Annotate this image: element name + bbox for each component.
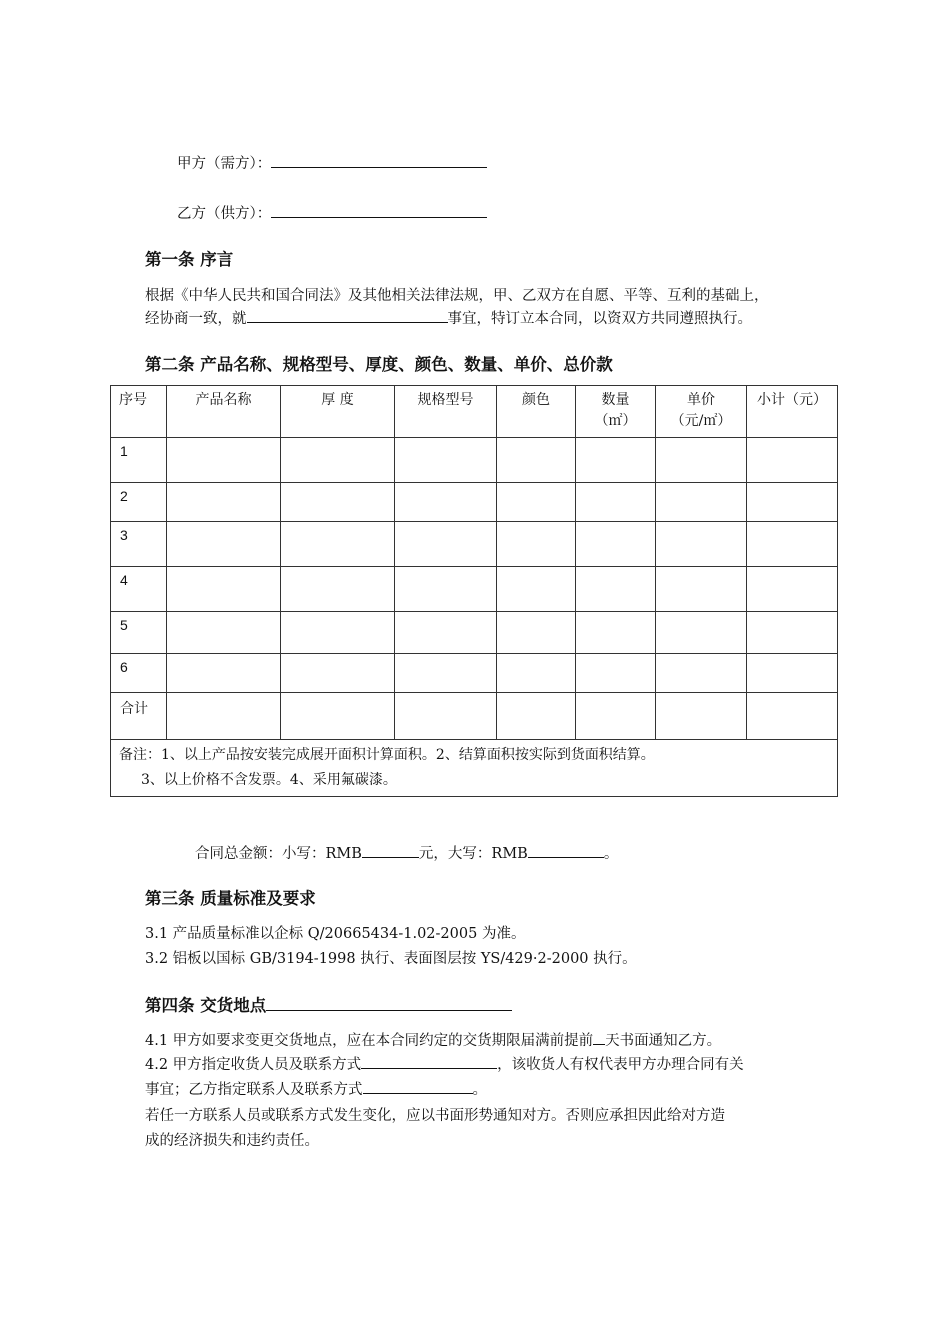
row-total-label: 合计: [111, 693, 167, 740]
total-prefix: 合同总金额：小写：RMB: [195, 846, 362, 862]
cell[interactable]: [281, 483, 395, 522]
article4-para1: 若任一方联系人员或联系方式发生变化，应以书面形势通知对方。否则应承担因此给对方造: [145, 1108, 725, 1124]
row-index: 3: [111, 522, 167, 567]
cell[interactable]: [747, 438, 838, 483]
article4-para2: 成的经济损失和违约责任。: [145, 1133, 319, 1149]
cell[interactable]: [497, 612, 576, 654]
article1-line1: 根据《中华人民共和国合同法》及其他相关法律法规，甲、乙双方在自愿、平等、互利的基础上，: [145, 288, 769, 304]
row-index: 4: [111, 567, 167, 612]
cell[interactable]: [395, 654, 497, 693]
cell[interactable]: [497, 654, 576, 693]
cell[interactable]: [747, 567, 838, 612]
cell[interactable]: [167, 567, 281, 612]
cell[interactable]: [395, 612, 497, 654]
cell[interactable]: [167, 612, 281, 654]
total-suffix: 。: [603, 846, 619, 862]
table-row: [111, 438, 838, 483]
product-table: [110, 385, 838, 797]
table-row: [111, 654, 838, 693]
table-row: [111, 612, 838, 654]
supplier-contact-field[interactable]: [363, 1078, 473, 1094]
cell[interactable]: [497, 567, 576, 612]
cell[interactable]: [167, 522, 281, 567]
article4-item1-prefix: 4.1 甲方如要求变更交货地点，应在本合同约定的交货期限届满前提前: [145, 1033, 594, 1049]
article1-line2-suffix: 事宜，特订立本合同，以资双方共同遵照执行。: [447, 311, 752, 327]
row-index: 5: [111, 612, 167, 654]
cell[interactable]: [656, 612, 747, 654]
cell[interactable]: [497, 438, 576, 483]
article4-item2: [145, 1053, 744, 1074]
cell[interactable]: [281, 693, 395, 740]
cell[interactable]: [576, 522, 656, 567]
article4-item2-line2-suffix: 。: [472, 1082, 487, 1098]
row-index: 1: [111, 438, 167, 483]
party-a-label: 甲方（需方）：: [177, 156, 272, 172]
cell[interactable]: [656, 483, 747, 522]
cell[interactable]: [395, 483, 497, 522]
cell[interactable]: [576, 612, 656, 654]
table-row: [111, 483, 838, 522]
article4-item2-suffix: ，该收货人有权代表甲方办理合同有关: [497, 1057, 744, 1073]
row-index: 6: [111, 654, 167, 693]
cell[interactable]: [747, 612, 838, 654]
delivery-place-field[interactable]: [266, 995, 512, 1011]
table-note-row: [111, 740, 838, 797]
cell[interactable]: [656, 567, 747, 612]
header-quantity: 数量 （㎡）: [576, 386, 656, 438]
cell[interactable]: [656, 654, 747, 693]
cell[interactable]: [497, 483, 576, 522]
cell[interactable]: [576, 567, 656, 612]
header-product-name: 产品名称: [167, 386, 281, 438]
total-mid: 元，大写：RMB: [418, 846, 528, 862]
cell[interactable]: [747, 522, 838, 567]
cell[interactable]: [747, 693, 838, 740]
article1-line2-prefix: 经协商一致，就: [145, 311, 247, 327]
table-header-row: [111, 386, 838, 438]
cell[interactable]: [747, 654, 838, 693]
cell[interactable]: [395, 522, 497, 567]
article3-item1: 3.1 产品质量标准以企标 Q/20665434-1.02-2005 为准。: [145, 926, 526, 942]
article3-item2: 3.2 铝板以国标 GB/3194-1998 执行、表面图层按 YS/429·2-2000 执行。: [145, 951, 637, 967]
cell[interactable]: [395, 438, 497, 483]
article4-title: 第四条 交货地点: [145, 996, 267, 1015]
header-unit-price: 单价 （元/㎡）: [656, 386, 747, 438]
article4-item2-line2: [145, 1078, 487, 1099]
article4-item1: [145, 1029, 721, 1050]
cell[interactable]: [656, 693, 747, 740]
article4-item1-suffix: 天书面通知乙方。: [605, 1033, 722, 1049]
article4-item2-prefix: 4.2 甲方指定收货人员及联系方式: [145, 1057, 362, 1073]
cell[interactable]: [656, 438, 747, 483]
total-uppercase-field[interactable]: [528, 842, 604, 858]
party-a-field[interactable]: [271, 152, 487, 168]
cell[interactable]: [167, 693, 281, 740]
cell[interactable]: [497, 693, 576, 740]
header-subtotal: 小计（元）: [747, 386, 838, 438]
cell[interactable]: [576, 654, 656, 693]
row-index: 2: [111, 483, 167, 522]
party-b-field[interactable]: [271, 202, 487, 218]
cell[interactable]: [281, 522, 395, 567]
cell[interactable]: [747, 483, 838, 522]
table-row: [111, 567, 838, 612]
article1-title: 第一条 序言: [145, 250, 234, 269]
cell[interactable]: [576, 438, 656, 483]
table-row: [111, 522, 838, 567]
cell[interactable]: [281, 438, 395, 483]
article3-title: 第三条 质量标准及要求: [145, 889, 316, 908]
header-color: 颜色: [497, 386, 576, 438]
cell[interactable]: [281, 654, 395, 693]
cell[interactable]: [281, 567, 395, 612]
party-a-line: [177, 152, 487, 173]
note-line1: 备注：1、以上产品按安装完成展开面积计算面积。2、结算面积按实际到货面积结算。: [119, 747, 655, 763]
party-b-line: [177, 202, 487, 223]
cell[interactable]: [281, 612, 395, 654]
cell[interactable]: [576, 483, 656, 522]
table-note: [111, 740, 838, 797]
cell[interactable]: [395, 693, 497, 740]
table-row-total: [111, 693, 838, 740]
cell[interactable]: [576, 693, 656, 740]
cell[interactable]: [395, 567, 497, 612]
receiver-contact-field[interactable]: [361, 1053, 497, 1069]
matter-field[interactable]: [247, 307, 448, 323]
header-spec: 规格型号: [395, 386, 497, 438]
note-line2: 3、以上价格不含发票。4、采用氟碳漆。: [141, 772, 397, 788]
cell[interactable]: [167, 483, 281, 522]
cell[interactable]: [167, 654, 281, 693]
cell[interactable]: [167, 438, 281, 483]
cell[interactable]: [656, 522, 747, 567]
notice-days-field[interactable]: [593, 1029, 605, 1045]
contract-total-line: [195, 842, 618, 863]
header-thickness: 厚 度: [281, 386, 395, 438]
total-lowercase-field[interactable]: [362, 842, 419, 858]
article2-title: 第二条 产品名称、规格型号、厚度、颜色、数量、单价、总价款: [145, 355, 613, 374]
article1-line2: [145, 307, 752, 328]
cell[interactable]: [497, 522, 576, 567]
party-b-label: 乙方（供方）：: [177, 206, 272, 222]
article4-title-line: [145, 992, 512, 1016]
article4-item2-line2-prefix: 事宜；乙方指定联系人及联系方式: [145, 1082, 363, 1098]
header-index: 序号: [111, 386, 167, 438]
